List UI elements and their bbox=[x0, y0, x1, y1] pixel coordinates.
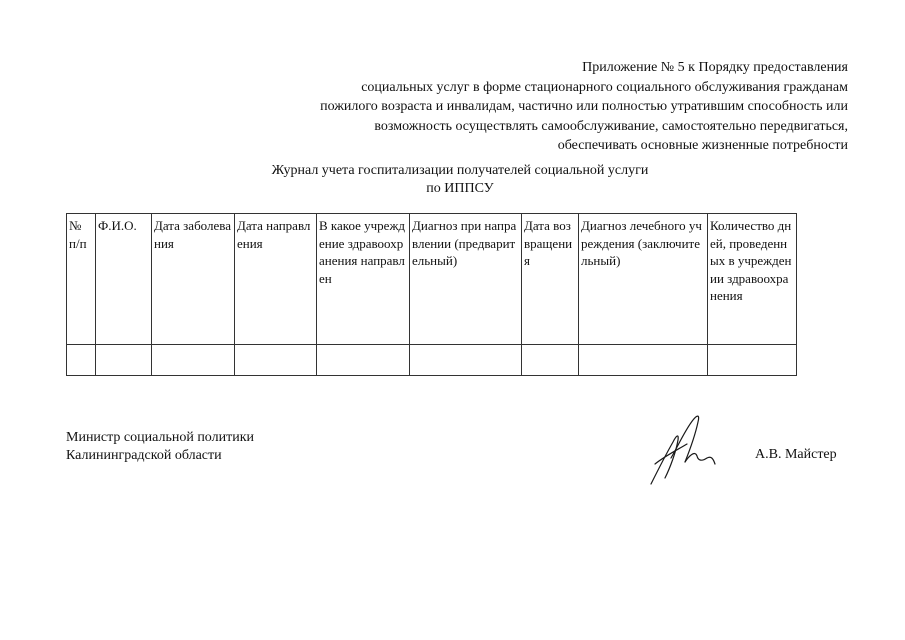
header-cell-institution: В какое учреждение здравоохранения направлен bbox=[317, 214, 410, 345]
header-cell-referral-diagnosis: Диагноз при направлении (предварительный) bbox=[410, 214, 522, 345]
appendix-line: социальных услуг в форме стационарного социального обслуживания гражданам bbox=[361, 79, 848, 95]
signatory-name: А.В. Майстер bbox=[755, 447, 837, 462]
document-title bbox=[200, 162, 720, 198]
table-header-row bbox=[67, 214, 797, 345]
handwritten-signature bbox=[645, 406, 725, 495]
appendix-line: возможность осуществлять самообслуживание, самостоятельно передвигаться, bbox=[374, 118, 848, 134]
table-cell bbox=[708, 345, 797, 376]
table-cell bbox=[235, 345, 317, 376]
header-cell-final-diagnosis: Диагноз лечебного учреждения (заключительный) bbox=[579, 214, 708, 345]
table-cell bbox=[67, 345, 96, 376]
table-cell bbox=[410, 345, 522, 376]
signatory-position bbox=[66, 429, 254, 465]
position-line-1: Министр социальной политики bbox=[66, 430, 255, 445]
table-cell bbox=[317, 345, 410, 376]
header-cell-referral-date: Дата направления bbox=[235, 214, 317, 345]
header-cell-illness-date: Дата заболевания bbox=[152, 214, 235, 345]
position-line-2: Калининградской области bbox=[66, 448, 222, 463]
appendix-line: пожилого возраста и инвалидам, частично или полностью утратившим способность или bbox=[320, 99, 848, 114]
table-cell bbox=[522, 345, 579, 376]
appendix-line: обеспечивать основные жизненные потребности bbox=[557, 138, 848, 153]
title-line-1: Журнал учета госпитализации получателей социальной услуги bbox=[271, 163, 649, 178]
header-cell-return-date: Дата возвращения bbox=[522, 214, 579, 345]
header-cell-days-count: Количество дней, проведенных в учреждении здравоохранения bbox=[708, 214, 797, 345]
header-cell-number: № п/п bbox=[67, 214, 96, 345]
table-row bbox=[67, 345, 797, 376]
appendix-line: Приложение № 5 к Порядку предоставления bbox=[582, 60, 848, 75]
table-cell bbox=[96, 345, 152, 376]
title-line-2: по ИППСУ bbox=[426, 181, 494, 196]
table-cell bbox=[152, 345, 235, 376]
header-cell-fio: Ф.И.О. bbox=[96, 214, 152, 345]
table-cell bbox=[579, 345, 708, 376]
appendix-header bbox=[228, 58, 848, 156]
journal-table bbox=[66, 213, 797, 376]
